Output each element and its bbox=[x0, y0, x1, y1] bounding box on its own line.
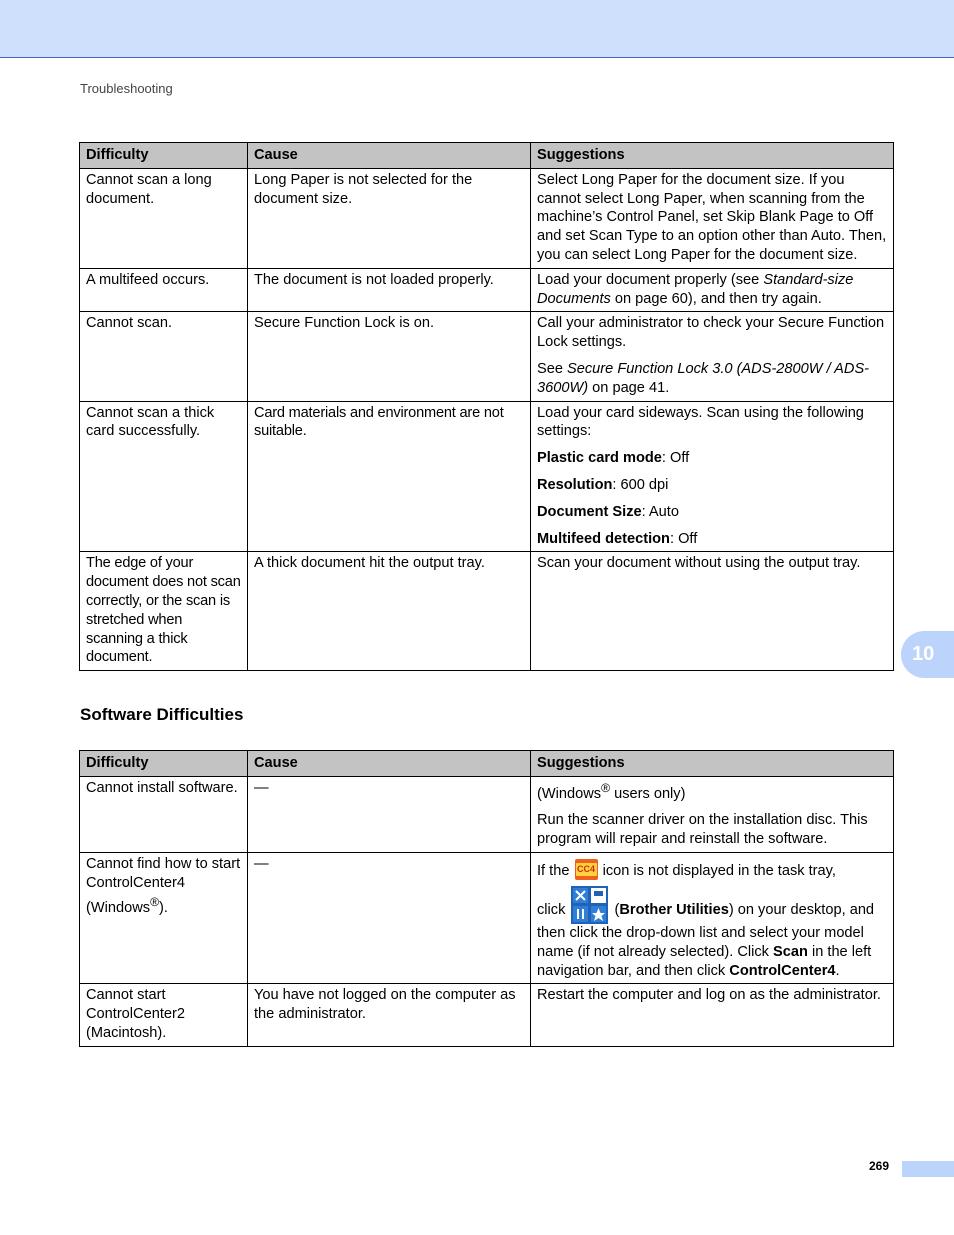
cause-cell: You have not logged on the computer as the administrator. bbox=[248, 984, 531, 1046]
table-row bbox=[80, 401, 894, 552]
table-row bbox=[80, 312, 894, 401]
suggestion-cell: Restart the computer and log on as the administrator. bbox=[531, 984, 894, 1046]
section-title: Software Difficulties bbox=[80, 705, 244, 724]
brother-utilities-icon bbox=[571, 886, 608, 924]
difficulty-cell: Cannot find how to start ControlCenter4 (Windows®). bbox=[80, 853, 248, 984]
column-header-cause: Cause bbox=[248, 143, 531, 169]
troubleshooting-table bbox=[79, 142, 894, 671]
difficulty-cell: A multifeed occurs. bbox=[80, 268, 248, 312]
table-row bbox=[80, 853, 894, 984]
suggestion-cell: (Windows® users only) Run the scanner driver on the installation disc. This program will repair and reinstall the software. bbox=[531, 776, 894, 852]
suggestion-cell: Load your document properly (see Standard-size Documents on page 60), and then try again. bbox=[531, 268, 894, 312]
difficulty-cell: The edge of your document does not scan correctly, or the scan is stretched when scanning a thick document. bbox=[80, 552, 248, 671]
table-row bbox=[80, 552, 894, 671]
suggestion-cell: Call your administrator to check your Secure Function Lock settings. See Secure Function Lock 3.0 (ADS-2800W / ADS-3600W) on page 41. bbox=[531, 312, 894, 401]
suggestion-cell: Load your card sideways. Scan using the following settings: Plastic card mode: Off Resolution: 600 dpi Document Size: Auto Multifeed detection: Off bbox=[531, 401, 894, 552]
cause-cell: — bbox=[248, 776, 531, 852]
cross-reference: Secure Function Lock 3.0 (ADS-2800W / ADS-3600W) bbox=[537, 360, 870, 396]
table-row bbox=[80, 984, 894, 1046]
software-difficulties-table bbox=[79, 750, 894, 1047]
setting-multifeed-detection: Multifeed detection: Off bbox=[537, 530, 698, 547]
column-header-difficulty: Difficulty bbox=[80, 751, 248, 777]
setting-plastic-card-mode: Plastic card mode: Off bbox=[537, 450, 690, 467]
column-header-difficulty: Difficulty bbox=[80, 143, 248, 169]
suggestion-cell: Scan your document without using the output tray. bbox=[531, 552, 894, 671]
cause-cell: Long Paper is not selected for the document size. bbox=[248, 168, 531, 268]
setting-document-size: Document Size: Auto bbox=[537, 503, 679, 520]
page-number: 269 bbox=[869, 1159, 890, 1173]
column-header-suggestions: Suggestions bbox=[531, 751, 894, 777]
cross-reference: Standard-size Documents bbox=[537, 271, 854, 307]
difficulty-cell: Cannot scan. bbox=[80, 312, 248, 401]
table-row bbox=[80, 776, 894, 852]
difficulty-cell: Cannot scan a thick card successfully. bbox=[80, 401, 248, 552]
setting-resolution: Resolution: 600 dpi bbox=[537, 476, 669, 493]
difficulty-cell: Cannot start ControlCenter2 (Macintosh). bbox=[80, 984, 248, 1046]
cause-cell: Secure Function Lock is on. bbox=[248, 312, 531, 401]
table-header-row bbox=[80, 751, 894, 777]
chapter-tab: 10 bbox=[901, 631, 954, 678]
table-header-row bbox=[80, 143, 894, 169]
column-header-cause: Cause bbox=[248, 751, 531, 777]
difficulty-cell: Cannot install software. bbox=[80, 776, 248, 852]
cause-cell: A thick document hit the output tray. bbox=[248, 552, 531, 671]
suggestion-cell: If the CC4 icon is not displayed in the task tray, click (Brother Utilities) on your desktop, and then click the drop-down list and select your model name (if not already selected). Click Scan in the left navigation bar, and then click ControlCenter4. bbox=[531, 853, 894, 984]
column-header-suggestions: Suggestions bbox=[531, 143, 894, 169]
page-number-bar bbox=[902, 1161, 954, 1177]
controlcenter4-icon: CC4 bbox=[575, 859, 598, 880]
table-row bbox=[80, 168, 894, 268]
running-head: Troubleshooting bbox=[80, 81, 173, 96]
cause-cell: — bbox=[248, 853, 531, 984]
page-header-band bbox=[0, 0, 954, 58]
cause-cell: Card materials and environment are not suitable. bbox=[248, 401, 531, 552]
suggestion-cell: Select Long Paper for the document size. If you cannot select Long Paper, when scanning from the machine’s Control Panel, set Skip Blank Page to Off and set Scan Type to an option other than Auto. Then, you can select Long Paper for the document size. bbox=[531, 168, 894, 268]
cause-cell: The document is not loaded properly. bbox=[248, 268, 531, 312]
difficulty-cell: Cannot scan a long document. bbox=[80, 168, 248, 268]
table-row bbox=[80, 268, 894, 312]
